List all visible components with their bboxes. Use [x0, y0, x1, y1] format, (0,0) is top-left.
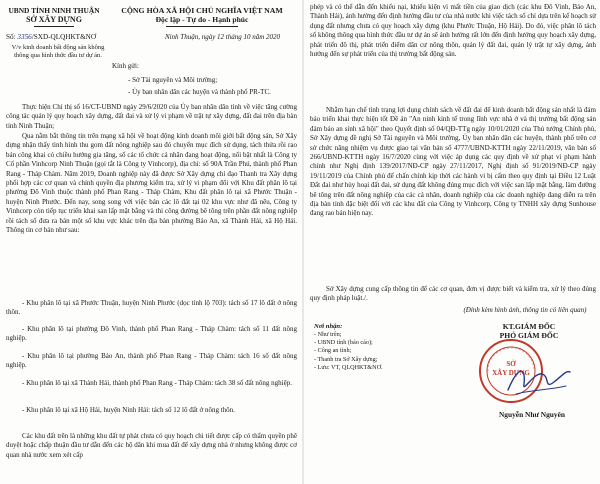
recipient-2: - Ủy ban nhân dân các huyện và thành phố PR-TC.: [128, 88, 271, 96]
recipient-entry: - Công an tỉnh;: [314, 347, 352, 355]
signer-name: Nguyễn Như Nguyên: [498, 410, 566, 419]
subject: V/v kinh doanh bất động sản không thông qua hình thức đầu tư dự án.: [11, 44, 105, 59]
paragraph-continued: phép và có thể dẫn đến khiếu nại, khiếu kiện vì mất tiền của giao dịch (các khu Đô Vinh, Bảo An, Thành Hải), ảnh hưởng đến định hướng đầu tư của nhà nước khi việc tách số chỉ dựa trên kế hoạch sử dụng đất nhưng chưa có quy hoạch xây dựng (khu Phước Thuận, Hộ Hải). Do đó, việc phân lô tách số không thông qua hình thức đầu tư dự án sẽ ảnh hưởng rất lớn đến định hướng quy hoạch xây dựng, phát triển đô thị, phát triển điểm dân cư nông thôn, quản lý đất đai, quản lý trật tự xây dựng, ảnh hưởng đến sự phát triển của thị trường bất động sản.: [310, 3, 596, 59]
recipients-list: [314, 331, 424, 372]
nation-underline: [166, 26, 238, 27]
document-page-2: [304, 0, 600, 484]
recipient-entry: - UBND tỉnh (báo cáo);: [314, 339, 373, 347]
stamp-line-1: SỞ: [506, 360, 516, 368]
paragraph-3: Các khu đất trên là những khu đất tự phát chưa có quy hoạch chi tiết được cấp có thẩm quyền phê duyệt hoặc chấp thuận đầu tư dẫn đến các hộ dân khi mua đất để xây dựng nhà ở nhưng không được cơ quan nhà nước xem xét cấp: [6, 432, 297, 459]
recipient-entry: - Thanh tra Sở Xây dựng;: [314, 355, 378, 363]
agency-line1: UBND TỈNH NINH THUẬN: [8, 6, 100, 15]
list-item: - Khu phân lô tại phường Đô Vinh, thành phố Phan Rang - Tháp Chàm: tách số 11 đất nông nghiệp.: [6, 325, 297, 343]
nation-line1: CỘNG HÒA XÃ HỘI CHỦ NGHĨA VIỆT NAM: [121, 6, 283, 15]
stamp-line-2: XÂY DỰNG: [492, 369, 530, 377]
recipient-entry: - Lưu: VT, QLQHKT&NƠ.: [314, 363, 383, 371]
paragraph-1: Thực hiện Chỉ thị số 16/CT-UBND ngày 29/6/2020 của Ủy ban nhân dân tỉnh về việc tăng cường công tác quản lý quy hoạch xây dựng, đất đai và xử lý vi phạm về trật tự xây dựng, đất đai trên địa bàn tỉnh Ninh Thuận;: [6, 103, 297, 130]
list-item: - Khu phân lô tại xã Hộ Hải, huyện Ninh Hải: tách số 12 lô đất ở nông thôn.: [22, 406, 235, 414]
handwritten-signature: [504, 360, 574, 400]
nation-line2: Độc lập - Tự do - Hạnh phúc: [155, 15, 249, 24]
doc-number-prefix: Số:: [6, 33, 16, 41]
sign-title-2: PHÓ GIÁM ĐỐC: [499, 331, 559, 340]
doc-number-suffix: /SXD-QLQHKT&NƠ: [31, 33, 97, 41]
recipients-title: Nơi nhận:: [314, 323, 343, 330]
list-item: - Khu phân lô tại phường Bảo An, thành phố Phan Rang - Tháp Chàm: tách 16 số đất nông nghiệp.: [6, 352, 297, 370]
list-item: - Khu phân lô tại xã Thành Hải, thành phố Phan Rang - Tháp Chàm: tách 38 số đất nông nghiệp.: [22, 379, 292, 387]
recipient-1: - Sở Tài nguyên và Môi trường;: [128, 76, 218, 84]
date-line: Ninh Thuận, ngày 12 tháng 10 năm 2020: [164, 33, 281, 41]
recipient-entry: - Như trên;: [314, 331, 342, 338]
paragraph-4: Nhằm hạn chế tình trạng lợi dụng chính sách về đất đai để kinh doanh bất động sản nhất là đảm bảo triển khai thực hiện tốt Đề án "An ninh kinh tế trong lĩnh vực nhà ở và thị trường bất động sản đảm bảo an sinh xã hội" theo Quyết định số 04/QĐ-TTg ngày 10/01/2020 của Thủ tướng Chính phủ, Sở Xây dựng đề nghị Sở Tài nguyên và Môi trường, Ủy ban nhân dân các huyện, thành phố trên cơ sở chức năng nhiệm vụ được giao tại văn bản số 4777/UBND-KTTH ngày 22/11/2019, văn bản số 266/UBND-KTTH ngày 16/7/2020 cùng với việc áp dụng các quy định về xử phạt vi phạm hành chính như Nghị định 139/2017/NĐ-CP ngày 27/11/2017, Nghị định số 91/2019/NĐ-CP ngày 19/11/2019 của Chính phủ để chấn chỉnh kịp thời các hành vi bị cấm theo quy định tại Điều 12 Luật Đất đai như hủy hoại đất đai, sử dụng đất không đúng mục đích với việc san lấp mặt bằng, làm đường bê tông trên đất nông nghiệp của các cá nhân, doanh nghiệp của các doanh nghiệp đang diễn ra trên địa bàn tỉnh đặc biệt đối với các khu đất của Công ty Vinhcorp, Công ty TNHH xây dựng Sunhouse đang rao bán hiện nay.: [310, 106, 596, 218]
agency-underline: [34, 26, 74, 27]
paragraph-2: Qua nắm bắt thông tin trên mạng xã hội về hoạt động kinh doanh môi giới bất động sản, Sở Xây dựng nhận thấy tình hình thu gom đất nông nghiệp sau đó chuyển mục đích sử dụng, tách thửa rồi rao bán công khai có chiều hướng gia tăng, số các tổ chức cá nhân đang hoạt động, nổi bật nhất là Công ty Cổ phần Vinhcorp Ninh Thuận (gọi tắt là Công ty Vinhcorp), địa chỉ: số 90A Trần Phú, thành phố Phan Rang - Tháp Chàm. Năm 2019, Doanh nghiệp này đã được Sở Xây dựng chỉ đạo Thanh tra Xây dựng phối hợp các cơ quan và chính quyền địa phương kiểm tra, xử lý vi phạm đối với Khu đất phân lô tại phường Đô Vinh thuộc thành phố Phan Rang - Tháp Chàm, Khu đất phân lô tại xã Phước Thuận - huyện Ninh Phước. Đến nay, song song với việc bán các lô đất tại 02 khu vực như đã nêu, Công ty Vinhcorp còn tiếp tục triển khai san lấp mặt bằng và thi công đường bê tông trên phần đất nông nghiệp rồi tách số đưa ra bán một số khu vực khác trên địa bàn phường Bảo An, xã Thành Hải, xã Hộ Hải. Thông tin cơ bản như sau:: [6, 132, 297, 235]
agency-line2: SỞ XÂY DỰNG: [26, 15, 82, 24]
list-item: - Khu phân lô tại xã Phước Thuận, huyện Ninh Phước (dọc tỉnh lộ 703): tách số 17 lô đất ở nông thôn.: [6, 299, 297, 317]
greeting: Kính gửi:: [112, 62, 139, 70]
attachment-note: (Đính kèm hình ảnh, thông tin có liên quan): [463, 306, 587, 314]
doc-number: [6, 33, 116, 42]
paragraph-5: Sở Xây dựng cung cấp thông tin để các cơ quan, đơn vị được biết và kiểm tra, xử lý theo đúng quy định pháp luật./.: [310, 285, 596, 303]
sign-title-1: KT.GIÁM ĐỐC: [502, 322, 556, 331]
doc-number-value: 3356: [17, 33, 32, 41]
